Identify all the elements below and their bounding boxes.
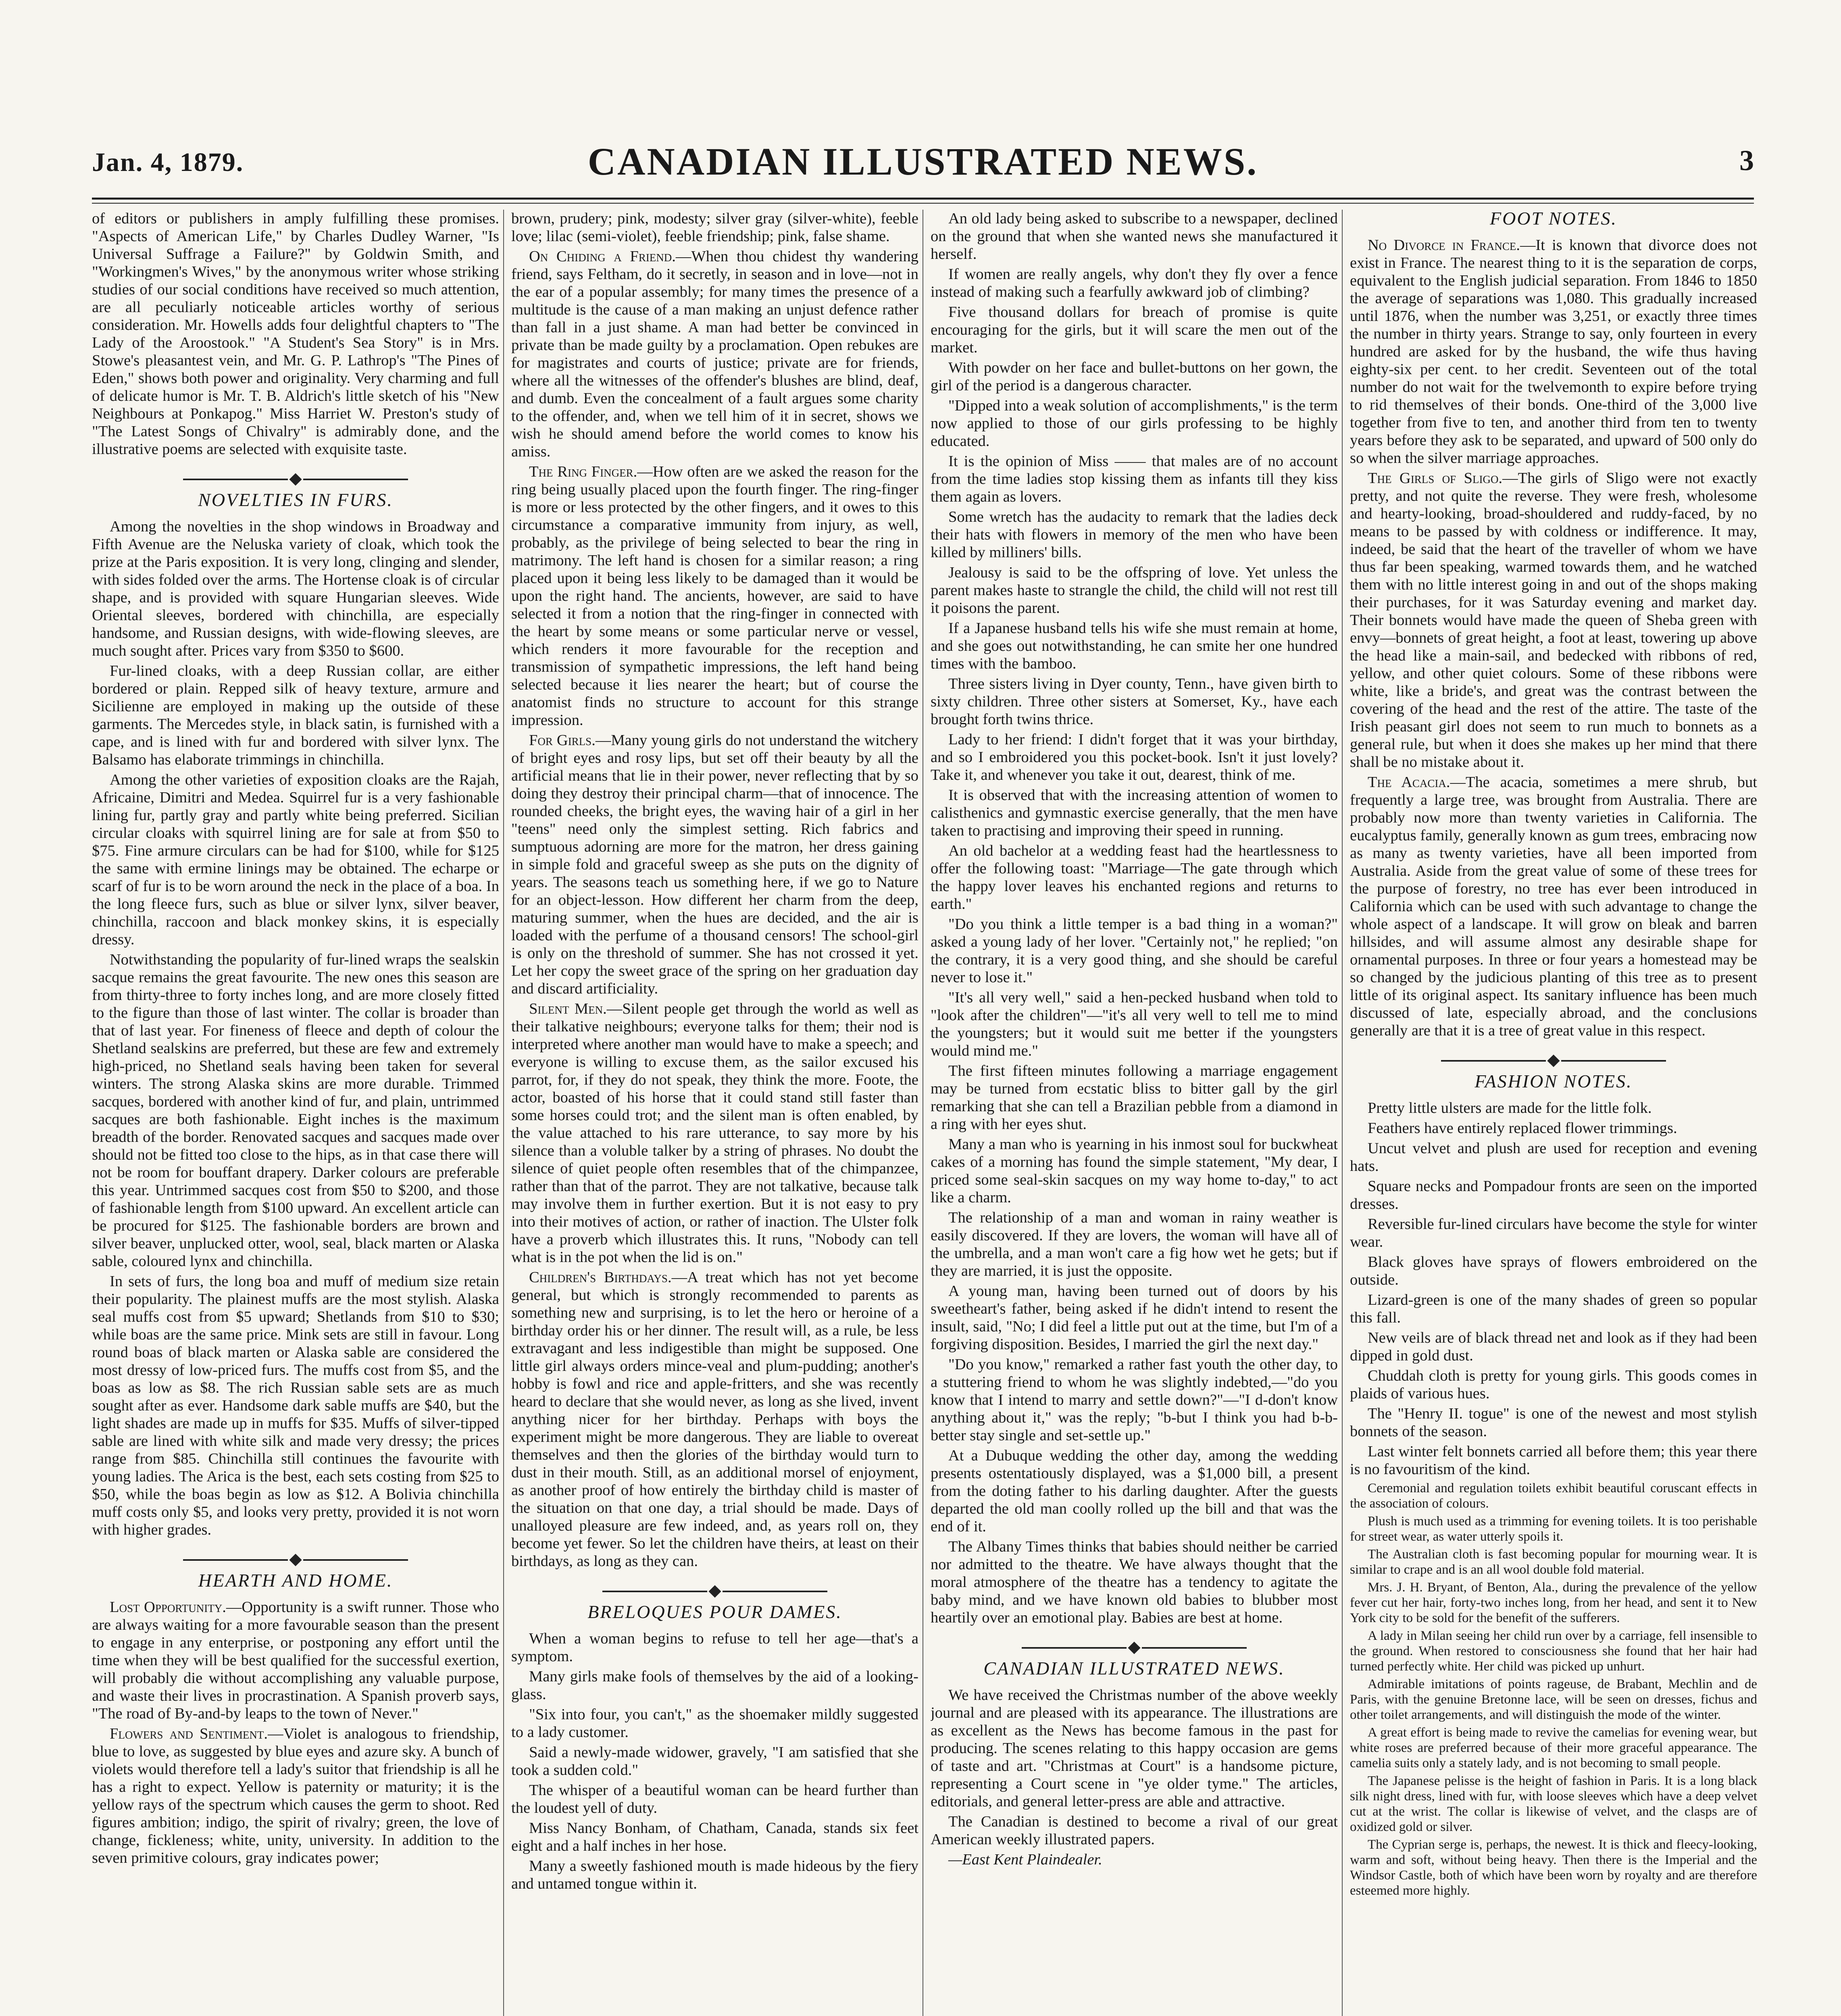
paragraph-lead: Lost Opportunity. [110,1599,226,1616]
paragraph: Jealousy is said to be the offspring of love. Yet unless the parent makes haste to strangle the child, the child will not rest till it poisons the parent. [931,564,1338,616]
paragraph: The Japanese pelisse is the height of fashion in Paris. It is a long black silk night dress, lined with fur, with loose sleeves which have a deep velvet cut at the wrist. The collar is likewise of velvet, and the clasps are of oxidized gold or silver. [1350,1774,1757,1834]
paragraph: New veils are of black thread net and look as if they had been dipped in gold dust. [1350,1329,1757,1364]
paragraph: Square necks and Pompadour fronts are seen on the imported dresses. [1350,1178,1757,1212]
paragraph: When a woman begins to refuse to tell her age—that's a symptom. [511,1630,918,1665]
paragraph: The Australian cloth is fast becoming popular for mourning wear. It is similar to crape and is an all wool double fold material. [1350,1547,1757,1577]
paragraph: Among the novelties in the shop windows in Broadway and Fifth Avenue are the Neluska variety of cloak, which took the prize at the Paris exposition. It is very long, clinging and slender, with sides folded over the arms. The Hortense cloak is of circular shape, and is provided with square Hungarian sleeves. Wide Oriental sleeves, bordered with chinchilla, are especially handsome, and Russian designs, with wide-flowing sleeves, are much sought after. Prices vary from $350 to $600. [92,518,499,659]
paragraph: Some wretch has the audacity to remark that the ladies deck their hats with flowers in memory of the men who have been killed by milliners' bills. [931,508,1338,561]
paragraph-lead: Silent Men. [529,1000,607,1017]
paragraph: In sets of furs, the long boa and muff of medium size retain their popularity. The plainest muffs are the most stylish. Alaska seal muffs cost from $5 upward; Shetlands from $10 to $30; while boas are the same price. Mink sets are still in favour. Long round boas of black marten or Alaska sable are considered the most dressy of low-priced furs. The muffs cost from $5, and the boas as low as $8. The rich Russian sable sets are as much sought after as ever. Handsome dark sable muffs are $40, but the light shades are made up in muffs for $35. Muffs of silver-tipped sable are lined with white silk and made very dressy; the prices range from $85. Chinchilla still continues the favourite with young ladies. The Arica is the best, each sets costing from $25 to $50, while the boas begin as low as $12. A Bolivia chinchilla muff costs only $5, and looks very pretty, provided it is not worn with higher grades. [92,1273,499,1538]
paragraph: The Cyprian serge is, perhaps, the newest. It is thick and fleecy-looking, warm and soft, without being heavy. Then there is the Imperial and the Windsor Castle, both of which have been worn by royalty and are therefore esteemed more highly. [1350,1837,1757,1898]
paragraph: Lizard-green is one of the many shades of green so popular this fall. [1350,1291,1757,1326]
section-title-canadian-illustrated-news: CANADIAN ILLUSTRATED NEWS. [983,1658,1285,1679]
paragraph: It is observed that with the increasing attention of women to calisthenics and gymnastic exercise generally, that the men have taken to practising and improving their speed in running. [931,787,1338,839]
column-divider [503,210,504,2016]
section-title-foot-notes: FOOT NOTES. [1490,210,1617,229]
section-ornament [931,1638,1338,1646]
column-2 [511,210,918,2016]
paragraph-lead: On Chiding a Friend. [529,248,676,265]
paragraph: Lady to her friend: I didn't forget that it was your birthday, and so I embroidered you this pocket-book. Isn't it just lovely? Take it, and whenever you take it out, dearest, think of me. [931,731,1338,783]
paragraph-text: —How often are we asked the reason for the ring being usually placed upon the fourth finger. The ring-finger is more or less protected by the other fingers, and it owes to this circumstance a comparative immunity from injury, as well, probably, as the privilege of being selected to bear the ring in matrimony. The left hand is chosen for a similar reason; a ring placed upon it being less likely to be damaged than it would be upon the right hand. The ancients, however, are said to have selected it from a notion that the ring-finger in connected with the heart by some means or some particular nerve or vessel, which renders it more favourable for the reception and transmission of sympathetic impressions, the left hand being selected because it lies nearer the heart; but of course the anatomist finds no structure to account for this strange impression. [511,463,918,729]
paragraph: An old bachelor at a wedding feast had the heartlessness to offer the following toast: "Marriage—The gate through which the happy lover leaves his enchanted regions and returns to earth." [931,842,1338,912]
paragraph [511,731,918,998]
paragraph: We have received the Christmas number of the above weekly journal and are pleased with its appearance. The illustrations are as excellent as the News has become famous in the past for producing. The scenes relating to this happy occasion are gems of taste and art. "Christmas at Court" is a handsome picture, representing a Court scene in "ye older tyme." The articles, editorials, and general letter-press are able and attractive. [931,1687,1338,1810]
paragraph: At a Dubuque wedding the other day, among the wedding presents ostentatiously displayed, was a $1,000 bill, a present from the doting father to his darling daughter. After the guests departed the old man coolly rolled up the bill and that was the end of it. [931,1447,1338,1535]
paragraph: Chuddah cloth is pretty for young girls. This goods comes in plaids of various hues. [1350,1367,1757,1402]
paragraph: Three sisters living in Dyer county, Tenn., have given birth to sixty children. Three other sisters at Somerset, Ky., have each brought forth twins thrice. [931,675,1338,728]
paragraph: "Six into four, you can't," as the shoemaker mildly suggested to a lady customer. [511,1706,918,1741]
paragraph-text: —Many young girls do not understand the witchery of bright eyes and rosy lips, but set off their beauty by all the artificial means that lie in their power, never reflecting that by so doing they destroy their principal charm—that of innocence. The rounded cheeks, the bright eyes, the waving hair of a girl in her "teens" need only the simplest setting. Rich fabrics and sumptuous adorning are more for the matron, her dress gaining in simple fold and graceful sweep as she puts on the dignity of years. The seasons teach us something here, if we go to Nature for an object-lesson. How different her charm from the deep, maturing summer, when the hues are decided, and the air is loaded with the perfume of a thousand censors! The school-girl is only on the threshold of summer. She has not crossed it yet. Let her copy the sweet grace of the spring on her graduation day and discard artificiality. [511,732,918,997]
paragraph: Miss Nancy Bonham, of Chatham, Canada, stands six feet eight and a half inches in her hose. [511,1820,918,1854]
paragraph: Uncut velvet and plush are used for reception and evening hats. [1350,1140,1757,1175]
paragraph-text: —Violet is analogous to friendship, blue to love, as suggested by blue eyes and azure sky. A bunch of violets would therefore tell a lady's suitor that friendship is all he has a right to expect. Yellow is paternity or maturity; it is the yellow rays of the spectrum which causes the germ to shoot. Red figures ambition; indigo, the spirit of rivalry; green, the love of change, fickleness; white, unity, university. In addition to the seven primitive colours, gray indicates power; [92,1725,499,1866]
paragraph-lead: Flowers and Sentiment. [110,1725,268,1742]
paragraph: The relationship of a man and woman in rainy weather is easily discovered. If they are lovers, the woman will have all of the umbrella, and a man won't care a fig how wet he gets; but if they are married, it is just the opposite. [931,1209,1338,1279]
paragraph-text: —The girls of Sligo were not exactly pretty, and not quite the reverse. They were fresh, wholesome and hearty-looking, broad-shouldered and ruddy-faced, by no means to be passed by with coldness or indifference. It may, indeed, be said that the heart of the traveller of whom we have thus far been speaking, warmed towards them, and he watched them with no little interest going in and out of the shops making their purchases, for it was Saturday evening and market day. Their bonnets would have made the queen of Sheba green with envy—bonnets of great height, a foot at least, towering up above the head like a main-sail, and bedecked with ribbons of red, yellow, and other quiet colours. Some of these ribbons were white, like a bride's, and great was the contrast between the covering of the head and the rest of the attire. The taste of the Irish peasant girl does not seem to run much to bonnets as a general rule, but when it does she makes up her mind that there shall be no mistake about it. [1350,470,1757,771]
paragraph [511,248,918,460]
paragraph: It is the opinion of Miss —— that males are of no account from the time ladies stop kissing them as infants till they kiss them again as lovers. [931,453,1338,505]
article-continuation: brown, prudery; pink, modesty; silver gray (silver-white), feeble love; lilac (semi-violet), feeble friendship; pink, false shame. [511,210,918,245]
paragraph-lead: The Acacia. [1368,774,1450,791]
paragraph [1350,469,1757,771]
paragraph: A lady in Milan seeing her child run over by a carriage, fell insensible to the ground. When restored to consciousness she found that her hair had turned perfectly white. Her child was picked up unhurt. [1350,1629,1757,1674]
section-title-breloques-pour-dames: BRELOQUES POUR DAMES. [587,1602,842,1622]
article-continuation: of editors or publishers in amply fulfilling these promises. "Aspects of American Life," by Charles Dudley Warner, "Is Universal Suffrage a Failure?" by Goldwin Smith, and "Workingmen's Wives," by the anonymous writer whose striking studies of our social conditions have received so much attention, are all peculiarly noticeable articles worthy of serious consideration. Mr. Howells adds four delightful chapters to "The Lady of the Aroostook." "A Student's Sea Story" is in Mrs. Stowe's pleasantest vein, and Mr. G. P. Lathrop's "The Pines of Eden," shows both power and originality. Very charming and full of delicate humor is Mr. T. B. Aldrich's little sketch of his "New Neighbours at Ponkapog." Miss Harriet W. Preston's study of "The Latest Songs of Chivalry" is admirably done, and the illustrative poems are selected with exquisite taste. [92,210,499,458]
paragraph-text: —A treat which has not yet become general, but which is strongly recommended to parents as something new and surprising, is to let the hero or heroine of a birthday order his or her dinner. The result will, as a rule, be less extravagant and less indigestible than might be supposed. One little girl always orders mince-veal and plum-pudding; another's hobby is fowl and rice and apple-fritters, and she was recently heard to declare that she would never, as long as she lived, invent anything nicer for her birthday. Perhaps with boys the experiment might be more dangerous. They are liable to overeat themselves and then the glories of the birthday would turn to dust in their mouth. Still, as an additional morsel of enjoyment, as another proof of how entirely the birthday child is master of the situation on that one day, a trial should be made. Days of unalloyed pleasure are few indeed, and, as years roll on, they become yet fewer. So let the children have theirs, at least on their birthdays, as long as they can. [511,1269,918,1570]
paragraph: The "Henry II. togue" is one of the newest and most stylish bonnets of the season. [1350,1405,1757,1440]
paragraph: Feathers have entirely replaced flower trimmings. [1368,1120,1677,1137]
paragraph: "It's all very well," said a hen-pecked husband when told to "look after the children"—"it's all very well to tell me to mind the youngsters; but it would suit me better if the youngsters would mind me." [931,989,1338,1059]
paragraph: Ceremonial and regulation toilets exhibit beautiful coruscant effects in the association of colours. [1350,1481,1757,1511]
paragraph-text: —When thou chidest thy wandering friend, says Feltham, do it secretly, in season and in love—not in the ear of a popular assembly; for many times the presence of a multitude is the cause of a man making an unjust defence rather than fall in a just shame. A man had better be convinced in private than be made guilty by a proclamation. Open rebukes are for magistrates and courts of justice; private are for friends, where all the witnesses of the offender's blushes are blind, deaf, and dumb. Even the concealment of a fault argues some charity to the offender, and, when we tell him of it in secret, shows we wish he should amend before the world comes to know his amiss. [511,248,918,460]
paragraph-text: —Opportunity is a swift runner. Those who are always waiting for a more favourable season than the present to engage in any enterprise, or postponing any effort until the time when they will be best qualified for the successful exertion, will probably die without accomplishing any valuable purpose, and waste their lives in procrastination. A Spanish proverb says, "The road of By-and-by leaps to the town of Never." [92,1599,499,1722]
paragraph [511,463,918,729]
column-4 [1350,210,1757,2016]
paragraph-text: —The acacia, sometimes a mere shrub, but frequently a large tree, was brought from Australia. There are probably now more than twenty varieties in California. The eucalyptus family, generally known as gum trees, embracing now as many as twenty varieties, have all been imported from Australia. Aside from the great value of some of these trees for the purpose of forestry, no tree has ever been introduced in California which can be used with such advantage to change the whole aspect of a landscape. It will grow on bleak and barren hillsides, and will assume almost any desirable shape for ornamental purposes. In three or four years a homestead may be so changed by the judicious planting of this tree as to present little of its original aspect. Its sanitary influence has been much discussed of late, especially abroad, and the conclusions generally are that it is a tree of great value in this respect. [1350,774,1757,1039]
paragraph: Mrs. J. H. Bryant, of Benton, Ala., during the prevalence of the yellow fever cut her hair, forty-two inches long, from her head, and sent it to New York city to be sold for the benefit of the sufferers. [1350,1580,1757,1625]
paragraph: Last winter felt bonnets carried all before them; this year there is no favouritism of the kind. [1350,1443,1757,1478]
paragraph: Reversible fur-lined circulars have become the style for winter wear. [1350,1216,1757,1250]
paragraph: A great effort is being made to revive the camelias for evening wear, but white roses are preferred because of their more graceful appearance. The camelia suits only a stately lady, and is not becoming to small people. [1350,1725,1757,1770]
paragraph: Black gloves have sprays of flowers embroidered on the outside. [1350,1254,1757,1288]
paragraph: With powder on her face and bullet-buttons on her gown, the girl of the period is a dangerous character. [931,359,1338,394]
paragraph [1350,236,1757,467]
paragraph-lead: Children's Birthdays. [529,1269,672,1286]
paragraph: The Canadian is destined to become a rival of our great American weekly illustrated papers. [931,1813,1338,1848]
column-3 [931,210,1338,2016]
paragraph: An old lady being asked to subscribe to a newspaper, declined on the ground that when she wanted news she manufactured it herself. [931,210,1338,262]
paragraph: Five thousand dollars for breach of promise is quite encouraging for the girls, but it will scare the men out of the market. [931,304,1338,356]
paragraph: If women are really angels, why don't they fly over a fence instead of making such a fearfully awkward job of climbing? [931,266,1338,300]
paragraph [511,1268,918,1570]
section-ornament [92,1550,499,1558]
paragraph: The whisper of a beautiful woman can be heard further than the loudest yell of duty. [511,1782,918,1816]
paragraph-lead: The Girls of Sligo. [1368,470,1503,487]
paragraph [511,1000,918,1266]
paragraph [1350,773,1757,1039]
paragraph: Admirable imitations of points rageuse, de Brabant, Mechlin and de Paris, with the genuine Bretonne lace, will be seen on dresses, fichus and other toilet arrangements, and will distinguish the mode of the winter. [1350,1677,1757,1722]
paragraph: "Do you think a little temper is a bad thing in a woman?" asked a young lady of her lover. "Certainly not," he replied; "on the contrary, it is a very good thing, and she should be careful never to lose it." [931,916,1338,986]
paragraph: Many a sweetly fashioned mouth is made hideous by the fiery and untamed tongue within it. [511,1858,918,1892]
paragraph: If a Japanese husband tells his wife she must remain at home, and she goes out notwithstanding, he can smite her one hundred times with the bamboo. [931,620,1338,672]
page-header [92,139,1754,196]
section-title-hearth-and-home: HEARTH AND HOME. [198,1570,393,1591]
source-attribution: —East Kent Plaindealer. [948,1851,1102,1868]
page-number: 3 [1739,144,1754,177]
paragraph: Notwithstanding the popularity of fur-lined wraps the sealskin sacque remains the great favourite. The new ones this season are from thirty-three to forty inches long, and are more closely fitted to the figure than those of last winter. The collar is broader than that of last year. For fineness of fleece and depth of colour the Shetland sealskins are preferred, but these are few and extremely high-priced, no Shetland seals having been taken for several winters. The strong Alaska skins are more durable. Trimmed sacques, bordered with another kind of fur, and plain, untrimmed sacques are both fashionable. Eight inches is the maximum breadth of the border. Renovated sacques and sacques made over should not be fitted too close to the hips, as in that case there will not be room for bouffant drapery. Darker colours are preferable this year. Untrimmed sacques cost from $50 to $200, and those of fashionable length from $100 upward. An excellent article can be procured for $125. The fashionable borders are brown and silver beaver, unplucked otter, wool, seal, black marten or Alaska sable, coloured lynx and chinchilla. [92,951,499,1270]
paragraph: "Dipped into a weak solution of accomplishments," is the term now applied to those of our girls professing to be highly educated. [931,397,1338,450]
paragraph-text: —It is known that divorce does not exist in France. The nearest thing to it is the separation de corps, equivalent to the English judicial separation. From 1846 to 1850 the average of separations was 1,080. This gradually increased until 1876, when the number was 3,251, or exactly three times the number in thirty years. Strange to say, only fourteen in every hundred are asked for by the husband, the wife thus having eighty-six per cent. to her credit. Seventeen out of the total number do not wait for the twelvemonth to expire before trying to rid themselves of their bonds. One-third of the 3,000 live together from five to ten, and another third from ten to twenty years before they ask to be separated, and upward of 500 only do so when the silver marriage approaches. [1350,237,1757,467]
header-rule-thin [92,203,1754,204]
paragraph: Among the other varieties of exposition cloaks are the Rajah, Africaine, Dimitri and Medea. Squirrel fur is a very fashionable lining fur, partly gray and partly white being preferred. Sicilian circular cloaks with squirrel lining are for sale at from $50 to $75. Fine armure circulars can be had for $100, while for $125 the same with ermine linings may be obtained. The echarpe or scarf of fur is to be worn around the neck in the place of a boa. In the long fleece furs, such as blue or silver lynx, silver beaver, chinchilla, raccoon and black monkey skins, it is especially dressy. [92,771,499,948]
paragraph: Said a newly-made widower, gravely, "I am satisfied that she took a sudden cold." [511,1744,918,1779]
header-rule [92,198,1754,200]
paragraph [92,1725,499,1867]
paragraph [92,1598,499,1722]
paragraph-lead: The Ring Finger. [529,463,637,480]
paragraph-text: —Silent people get through the world as well as their talkative neighbours; everyone talks for them; their nod is interpreted where another man would have to make a speech; and everyone is willing to excuse them, as the sailor excused his parrot, for, if they do not speak, they think the more. Foote, the actor, boasted of his horse that it could stand still faster than some horses could trot; and the silent man is often enabled, by the value attached to his rare utterance, to say more by his silence than a voluble talker by a string of phrases. No doubt the silence of quiet people often resembles that of the chimpanzee, rather than that of the parrot. They are not talkative, because talk may involve them in further exertion. But it is not easy to pry into their motives of action, or rather of inaction. The Ulster folk have a proverb which illustrates this. It runs, "Nobody can tell what is in the pot when the lid is on." [511,1000,918,1266]
paragraph: The first fifteen minutes following a marriage engagement may be turned from ecstatic bliss to bitter gall by the girl remarking that she can tell a Brazilian pebble from a diamond in a ring with her eyes shut. [931,1062,1338,1133]
paragraph: Plush is much used as a trimming for evening toilets. It is too perishable for street wear, as water utterly spoils it. [1350,1514,1757,1544]
paragraph: Many girls make fools of themselves by the aid of a looking-glass. [511,1668,918,1703]
masthead-title: CANADIAN ILLUSTRATED NEWS. [587,140,1258,183]
column-divider [1342,210,1343,2016]
section-ornament [511,1581,918,1589]
paragraph: A young man, having been turned out of doors by his sweetheart's father, being asked if he didn't intend to resent the insult, said, "No; I did feel a little put out at the time, but I'm of a forgiving disposition. Besides, I married the girl the next day." [931,1283,1338,1353]
section-title-fashion-notes: FASHION NOTES. [1474,1071,1633,1091]
column-1 [92,210,499,2016]
section-title-novelties-in-furs: NOVELTIES IN FURS. [198,489,393,510]
paragraph: Fur-lined cloaks, with a deep Russian collar, are either bordered or plain. Repped silk of heavy texture, armure and Sicilienne are employed in making up the outside of these garments. The Mercedes style, in black satin, is furnished with a cape, and is lined with fur and bordered with silver lynx. The Balsamo has elaborate trimmings in chinchilla. [92,662,499,768]
paragraph: The Albany Times thinks that babies should neither be carried nor admitted to the theatre. We have always thought that the moral atmosphere of the theatre has a tendency to agitate the baby mind, and we have known old babies to blubber most heartily over an emotional play. Babies are best at home. [931,1538,1338,1626]
paragraph: Pretty little ulsters are made for the little folk. [1368,1100,1652,1116]
paragraph: Many a man who is yearning in his inmost soul for buckwheat cakes of a morning has found the simple statement, "My dear, I priced some seal-skin sacques on my way home to-day," to act like a charm. [931,1136,1338,1206]
paragraph: "Do you know," remarked a rather fast youth the other day, to a stuttering friend to whom he was slightly indebted,—"do you know that I intend to marry and settle down?"—"I d-don't know anything about it," was the reply; "b-but I think you had b-b-better stay single and set-settle up." [931,1356,1338,1444]
paragraph-lead: For Girls. [529,732,596,749]
issue-date: Jan. 4, 1879. [92,148,244,177]
section-ornament [92,469,499,477]
section-ornament [1350,1051,1757,1059]
paragraph-lead: No Divorce in France. [1368,237,1520,254]
